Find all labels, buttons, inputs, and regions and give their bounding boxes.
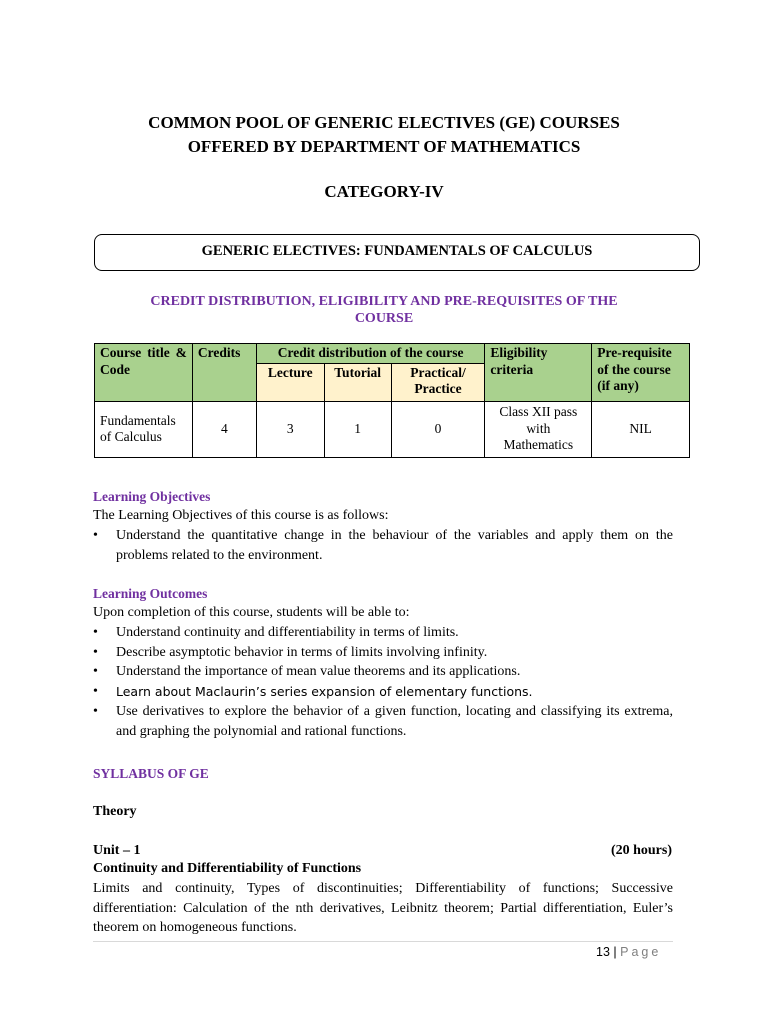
cell-practical: 0 xyxy=(391,401,485,457)
cell-credits: 4 xyxy=(192,401,256,457)
unit-description: Limits and continuity, Types of discontinuities; Differentiability of functions; Successive differentiation: Calculation of the nth derivatives, Leibnitz theorem; Partial differentiation, Euler’s theorem on homogeneous functions. xyxy=(93,881,673,935)
header-lecture: Lecture xyxy=(256,363,324,401)
list-item xyxy=(93,682,673,703)
bullet-icon: • xyxy=(93,644,98,660)
cell-course-name: Fundamentals of Calculus xyxy=(95,401,193,457)
header-eligibility: Eligibility criteria xyxy=(485,344,592,402)
outcome-text: Understand continuity and differentiability in terms of limits. xyxy=(116,625,459,640)
table-header-row xyxy=(95,344,690,364)
bullet-icon: • xyxy=(93,528,98,543)
learning-outcomes-intro: Upon completion of this course, students will be able to: xyxy=(93,605,410,620)
header-credits: Credits xyxy=(192,344,256,402)
credit-heading-line-2: COURSE xyxy=(354,311,414,326)
cell-eligibility: Class XII pass with Mathematics xyxy=(485,401,592,457)
unit-header xyxy=(93,841,672,860)
header-prerequisite: Pre-requisite of the course (if any) xyxy=(592,344,690,402)
credit-distribution-table xyxy=(94,343,690,458)
list-item xyxy=(93,623,673,643)
footer-divider xyxy=(93,941,673,942)
list-item xyxy=(93,643,673,663)
outcome-text: Learn about Maclaurin’s series expansion of elementary functions. xyxy=(116,683,533,699)
outcome-text: Describe asymptotic behavior in terms of limits involving infinity. xyxy=(116,644,488,660)
list-item xyxy=(93,702,673,741)
syllabus-heading: SYLLABUS OF GE xyxy=(93,766,209,781)
page-footer xyxy=(596,945,661,959)
header-credit-distribution: Credit distribution of the course xyxy=(256,344,485,364)
course-title-box: GENERIC ELECTIVES: FUNDAMENTALS OF CALCULUS xyxy=(94,234,700,271)
theory-heading: Theory xyxy=(93,804,137,819)
table-row xyxy=(95,401,690,457)
outcome-text: Use derivatives to explore the behavior of a given function, locating and classifying its extrema, and graphing the polynomial and rational functions. xyxy=(116,704,673,739)
credit-distribution-heading xyxy=(94,293,674,327)
cell-lecture: 3 xyxy=(256,401,324,457)
unit-label: Unit – 1 xyxy=(93,843,141,858)
learning-outcomes-heading: Learning Outcomes xyxy=(93,586,208,601)
bullet-icon: • xyxy=(93,704,98,719)
credit-heading-line-1: CREDIT DISTRIBUTION, ELIGIBILITY AND PRE-REQUISITES OF THE xyxy=(150,294,618,309)
learning-objectives-intro: The Learning Objectives of this course is as follows: xyxy=(93,508,389,523)
unit-hours: (20 hours) xyxy=(610,843,672,858)
cell-tutorial: 1 xyxy=(324,401,391,457)
page-title-line-2: OFFERED BY DEPARTMENT OF MATHEMATICS xyxy=(187,137,581,156)
list-item xyxy=(93,662,673,682)
bullet-icon: • xyxy=(93,664,98,679)
objective-text: Understand the quantitative change in the behaviour of the variables and apply them on the problems related to the environment. xyxy=(116,528,673,563)
header-tutorial: Tutorial xyxy=(324,363,391,401)
outcome-text: Understand the importance of mean value theorems and its applications. xyxy=(116,664,521,679)
page-title-line-1: COMMON POOL OF GENERIC ELECTIVES (GE) COURSES xyxy=(148,113,620,132)
footer-separator: | xyxy=(613,945,617,959)
learning-objectives-heading: Learning Objectives xyxy=(93,489,211,504)
page-label: Page xyxy=(620,945,662,959)
header-practical: Practical/ Practice xyxy=(391,363,485,401)
learning-objectives-list xyxy=(93,526,673,565)
list-item xyxy=(93,526,673,565)
bullet-icon: • xyxy=(93,625,98,640)
category-title: CATEGORY-IV xyxy=(324,182,444,201)
cell-prerequisite: NIL xyxy=(592,401,690,457)
unit-title: Continuity and Differentiability of Functions xyxy=(93,861,362,876)
page-number: 13 xyxy=(596,945,610,959)
learning-outcomes-list xyxy=(93,623,673,741)
header-course-title: Course title & Code xyxy=(95,344,193,402)
bullet-icon: • xyxy=(93,683,98,699)
